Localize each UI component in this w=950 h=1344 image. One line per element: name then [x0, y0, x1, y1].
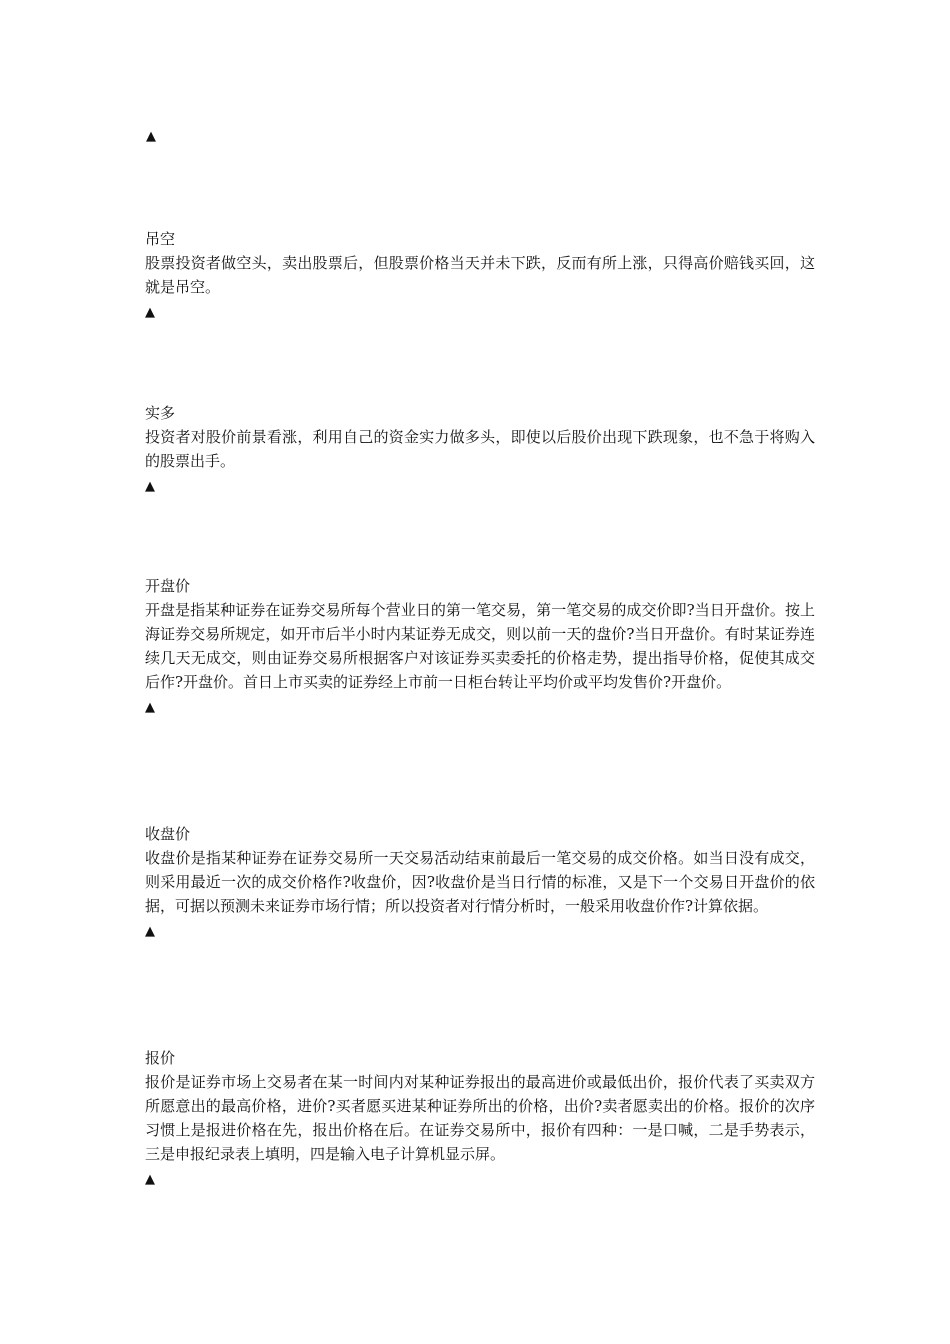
entry-baojia: [145, 1046, 815, 1190]
entry-body: 报价是证券市场上交易者在某一时间内对某种证券报出的最高进价或最低出价，报价代表了买卖双方所愿意出的最高价格，进价?买者愿买进某种证券所出的价格，出价?卖者愿卖出的价格。报价的次序习惯上是报进价格在先，报出价格在后。在证券交易所中，报价有四种：一是口喊，二是手势表示，三是申报纪录表上填明，四是输入电子计算机显示屏。: [145, 1073, 815, 1163]
entry-shoupanjia: [145, 822, 815, 942]
entry-title: 报价: [145, 1049, 176, 1067]
entry-title: 吊空: [145, 230, 176, 248]
entry-body: 开盘是指某种证券在证券交易所每个营业日的第一笔交易，第一笔交易的成交价即?当日开盘价。按上海证券交易所规定，如开市后半小时内某证券无成交，则以前一天的盘价?当日开盘价。有时某证券连续几天无成交，则由证券交易所根据客户对该证券买卖委托的价格走势，提出指导价格，促使其成交后作?开盘价。首日上市买卖的证券经上市前一日柜台转让平均价或平均发售价?开盘价。: [145, 601, 815, 691]
entry-body: 收盘价是指某种证券在证券交易所一天交易活动结束前最后一笔交易的成交价格。如当日没有成交，则采用最近一次的成交价格作?收盘价，因?收盘价是当日行情的标准，又是下一个交易日开盘价的依据，可据以预测未来证券市场行情；所以投资者对行情分析时，一般采用收盘价作?计算依据。: [145, 849, 815, 915]
triangle-marker-icon: ▲: [145, 924, 155, 939]
entry-title: 收盘价: [145, 825, 191, 843]
triangle-marker-icon: ▲: [145, 479, 155, 494]
triangle-marker-icon: ▲: [145, 305, 155, 320]
entry-title: 实多: [145, 404, 176, 422]
entry-shiduo: [145, 401, 815, 497]
entry-title: 开盘价: [145, 577, 191, 595]
entry-diaokong: [145, 227, 815, 323]
triangle-marker-icon: ▲: [145, 1172, 155, 1187]
entry-body: 股票投资者做空头，卖出股票后，但股票价格当天并未下跌，反而有所上涨，只得高价赔钱买回，这就是吊空。: [145, 254, 815, 296]
entry-body: 投资者对股价前景看涨，利用自己的资金实力做多头，即使以后股价出现下跌现象，也不急于将购入的股票出手。: [145, 428, 815, 470]
triangle-marker-icon: ▲: [146, 129, 156, 144]
triangle-marker-icon: ▲: [145, 700, 155, 715]
entry-kaipanjia: [145, 574, 815, 718]
